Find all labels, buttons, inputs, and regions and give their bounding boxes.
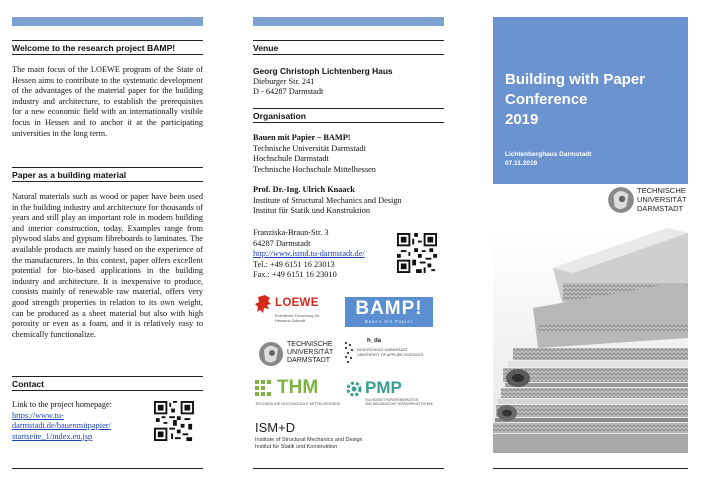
tud-athena-icon xyxy=(258,340,284,368)
org-institute-de: Institut für Statik und Konstruktion xyxy=(253,206,371,216)
hda-wordmark: h_da xyxy=(367,338,382,344)
col2-venue-rule xyxy=(253,40,444,41)
pmp-tagline-2: UND MECHANISCHE VERFAHRENSTECHNIK xyxy=(365,402,433,406)
project-homepage-link-3[interactable]: startseite_1/index.en.jsp xyxy=(12,431,93,441)
cover-title xyxy=(505,70,645,130)
thm-tagline: TECHNISCHE HOCHSCHULE MITTELHESSEN xyxy=(255,401,340,406)
loewe-tagline-1: Exzellente Forschung für xyxy=(275,313,320,318)
col1-welcome-rule-bottom xyxy=(12,54,203,55)
org-tud: Technische Universität Darmstadt xyxy=(253,143,366,153)
tud-logo-small xyxy=(258,338,338,372)
org-institute-en: Institute of Structural Mechanics and Design xyxy=(253,195,402,205)
pmp-tagline-1: FACHGEBIET PAPIERFABRIKATION xyxy=(365,398,419,402)
contact-heading: Contact xyxy=(12,379,44,389)
col1-top-bar xyxy=(12,17,203,26)
cover-title-line2: Conference xyxy=(505,91,588,108)
org-block-2 xyxy=(253,185,402,217)
col1-welcome-rule xyxy=(12,40,203,41)
contact-intro: Link to the project homepage: xyxy=(12,400,112,409)
pmp-wordmark: PMP xyxy=(365,378,402,397)
thm-wordmark: THM xyxy=(277,377,319,398)
col1-contact-rule xyxy=(12,376,203,377)
cover-title-line1: Building with Paper xyxy=(505,71,646,88)
venue-block xyxy=(253,66,393,98)
paper-text: Natural materials such as wood or paper have been used in the building industry and architecture for thousands of years and still play an important role in modern building and interior construction, today. Examples range from plywood slabs and gypsum fibreboards to laminates. The available products are mainly based on the experience of the manufacturers. In this context, paper offers excellent potential for bio-based applications in the building industry and architecture. It is inexpensive to produce, consists mainly of renewable raw material, offers very good strength properties in relation to its own weight, can be produced as a sheet material but also with high porosity or even as a foam, and it is relatively easy to chemically functionalize. xyxy=(12,192,203,339)
col2-venue-rule-bottom xyxy=(253,54,444,55)
col1-contact-rule-bottom xyxy=(12,390,203,391)
pmp-logo xyxy=(345,380,435,410)
venue-city: D - 64287 Darmstadt xyxy=(253,87,324,97)
hda-logo xyxy=(345,338,435,368)
org-block-1 xyxy=(253,133,376,175)
cover-date: 07.11.2019 xyxy=(505,160,538,167)
col2-org-rule xyxy=(253,108,444,109)
hda-dots-icon xyxy=(345,342,355,366)
welcome-text: The main focus of the LOEWE program of the State of Hessen aims to contribute to the systematic development of the advantages of the material paper for the building industry and architecture, to establish the prerequisites for a new economic field with an internationally visible focus in Hessen and to anchor it at the participating universities in the long term. xyxy=(12,65,203,138)
col3-bottom-rule xyxy=(493,468,688,469)
ismd-tagline-2: Institut für Statik und Konstruktion xyxy=(255,444,338,450)
bamp-logo xyxy=(345,297,433,327)
cover-location: Lichtenberghaus Darmstadt xyxy=(505,151,592,158)
loewe-tagline-2: Hessens Zukunft xyxy=(275,318,306,323)
tud-small-line3: DARMSTADT xyxy=(287,357,331,364)
loewe-wordmark: LOEWE xyxy=(275,297,319,309)
ismd-logo xyxy=(255,420,445,452)
col2-org-rule-bottom xyxy=(253,122,444,123)
org-professor: Prof. Dr.-Ing. Ulrich Knaack xyxy=(253,185,355,194)
col1-paper-rule-bottom xyxy=(12,181,203,182)
bamp-wordmark: BAMP! xyxy=(355,298,423,319)
venue-street: Dieburger Str. 241 xyxy=(253,76,315,86)
fax-number: Fax.: +49 6151 16 23010 xyxy=(253,270,337,280)
address-block xyxy=(253,228,365,281)
tud-small-line1: TECHNISCHE xyxy=(287,341,333,348)
ismd-tagline-1: Institute of Structural Mechanics and Design xyxy=(255,437,363,443)
tud-cover-line3: DARMSTADT xyxy=(637,204,684,213)
venue-heading: Venue xyxy=(253,43,279,53)
tud-cover-line2: UNIVERSITÄT xyxy=(637,195,687,204)
hda-tagline-2: UNIVERSITY OF APPLIED SCIENCES xyxy=(357,353,424,357)
col2-bottom-rule xyxy=(253,468,444,469)
contact-qr-code xyxy=(154,401,194,441)
lion-icon xyxy=(255,295,273,315)
organisation-heading: Organisation xyxy=(253,111,307,121)
col2-top-bar xyxy=(253,17,444,26)
venue-qr-code xyxy=(397,233,437,273)
pmp-gear-icon xyxy=(345,380,363,398)
ismd-wordmark: ISM+D xyxy=(255,420,296,435)
org-thm: Technische Hochschule Mittelhessen xyxy=(253,164,376,174)
loewe-logo xyxy=(255,293,335,333)
paper-stack-photo xyxy=(493,228,688,453)
contact-block xyxy=(12,400,152,442)
org-hda: Hochschule Darmstadt xyxy=(253,154,329,164)
col1-paper-rule xyxy=(12,167,203,168)
phone-number: Tel.: +49 6151 16 23013 xyxy=(253,259,335,269)
address-street: Franziska-Braun-Str. 3 xyxy=(253,228,329,237)
project-homepage-link-1[interactable]: https://www.tu- xyxy=(12,410,64,420)
hda-tagline-1: HOCHSCHULE DARMSTADT xyxy=(357,348,408,352)
cover-title-line3: 2019 xyxy=(505,111,539,128)
venue-name: Georg Christoph Lichtenberg Haus xyxy=(253,66,393,76)
project-homepage-link-2[interactable]: darmstadt.de/bauenmitpapier/ xyxy=(12,421,111,431)
tud-logo-cover xyxy=(607,185,692,217)
paper-heading: Paper as a building material xyxy=(12,170,127,180)
tud-small-line2: UNIVERSITÄT xyxy=(287,349,334,356)
tud-cover-line1: TECHNISCHE xyxy=(637,186,686,195)
col1-bottom-rule xyxy=(12,468,203,469)
address-city: 64287 Darmstadt xyxy=(253,238,311,248)
thm-grid-icon xyxy=(255,380,275,398)
thm-logo xyxy=(255,377,340,410)
ismd-website-link[interactable]: http://www.ismd.tu-darmstadt.de/ xyxy=(253,249,365,259)
welcome-heading: Welcome to the research project BAMP! xyxy=(12,43,176,53)
bamp-tagline: Bauen mit Papier xyxy=(364,319,414,324)
tud-cover-athena-icon xyxy=(607,185,635,215)
org-bamp: Bauen mit Papier – BAMP! xyxy=(253,133,351,142)
